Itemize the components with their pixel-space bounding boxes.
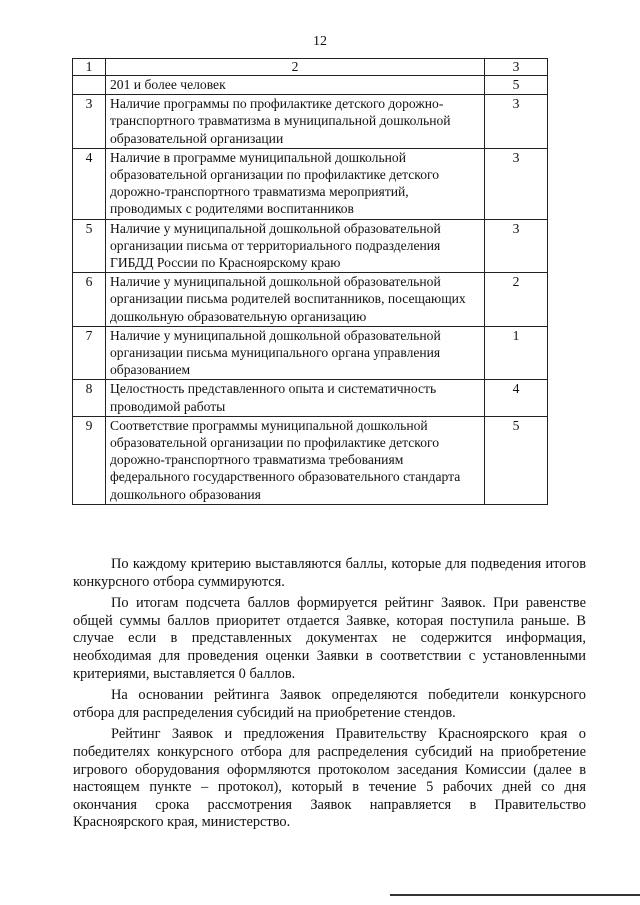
body-text [73,556,586,836]
row-number: 3 [73,95,106,149]
header-cell-3: 3 [485,59,548,76]
paragraph: По каждому критерию выставляются баллы, которые для подведения итогов конкурсного отбора суммируются. [73,556,586,590]
row-number: 5 [73,219,106,273]
table-row [73,95,548,149]
row-number: 4 [73,148,106,219]
paragraph: На основании рейтинга Заявок определяются победители конкурсного отбора для распределения субсидий на приобретение стендов. [73,687,586,721]
criterion-score: 2 [485,273,548,327]
row-number [73,76,106,95]
criterion-score: 1 [485,326,548,380]
criterion-score: 4 [485,380,548,416]
scan-edge-line [390,894,640,896]
table-row [73,76,548,95]
table-row [73,273,548,327]
criterion-score: 3 [485,219,548,273]
table-row [73,326,548,380]
table-header-row [73,59,548,76]
paragraph: По итогам подсчета баллов формируется рейтинг Заявок. При равенстве общей суммы баллов приоритет отдается Заявке, которая поступила раньше. В случае если в представленных документах не содержится информация, необходимая для проведения оценки Заявки в соответствии с установленными критериями, выставляется 0 баллов. [73,595,586,682]
criterion-text: Наличие у муниципальной дошкольной образовательной организации письма муниципального органа управления образованием [106,326,485,380]
table-row [73,380,548,416]
header-cell-1: 1 [73,59,106,76]
criteria-table [72,58,548,505]
criterion-text: 201 и более человек [106,76,485,95]
header-cell-2: 2 [106,59,485,76]
paragraph: Рейтинг Заявок и предложения Правительству Красноярского края о победителях конкурсного отбора для распределения субсидий на приобретение игрового оборудования оформляются протоколом заседания Комиссии (далее в настоящем пункте – протокол), который в течение 5 рабочих дней со дня окончания срока рассмотрения Заявок направляется в Правительство Красноярского края, министерство. [73,726,586,831]
criterion-text: Наличие у муниципальной дошкольной образовательной организации письма родителей воспитанников, посещающих дошкольную образовательную организацию [106,273,485,327]
table-row [73,416,548,504]
row-number: 6 [73,273,106,327]
criterion-text: Соответствие программы муниципальной дошкольной образовательной организации по профилактике детского дорожно-транспортного травматизма требованиям федерального государственного образовательного стандарта дошкольного образования [106,416,485,504]
table-row [73,148,548,219]
criterion-text: Наличие у муниципальной дошкольной образовательной организации письма от территориального подразделения ГИБДД России по Красноярскому краю [106,219,485,273]
criterion-text: Целостность представленного опыта и систематичность проводимой работы [106,380,485,416]
criterion-score: 3 [485,95,548,149]
row-number: 8 [73,380,106,416]
criterion-score: 5 [485,416,548,504]
row-number: 7 [73,326,106,380]
page-number: 12 [313,34,327,49]
criterion-score: 3 [485,148,548,219]
table-row [73,219,548,273]
criterion-score: 5 [485,76,548,95]
row-number: 9 [73,416,106,504]
criterion-text: Наличие в программе муниципальной дошкольной образовательной организации по профилактике детского дорожно-транспортного травматизма мероприятий, проводимых с родителями воспитанников [106,148,485,219]
criterion-text: Наличие программы по профилактике детского дорожно-транспортного травматизма в муниципальной дошкольной образовательной организации [106,95,485,149]
